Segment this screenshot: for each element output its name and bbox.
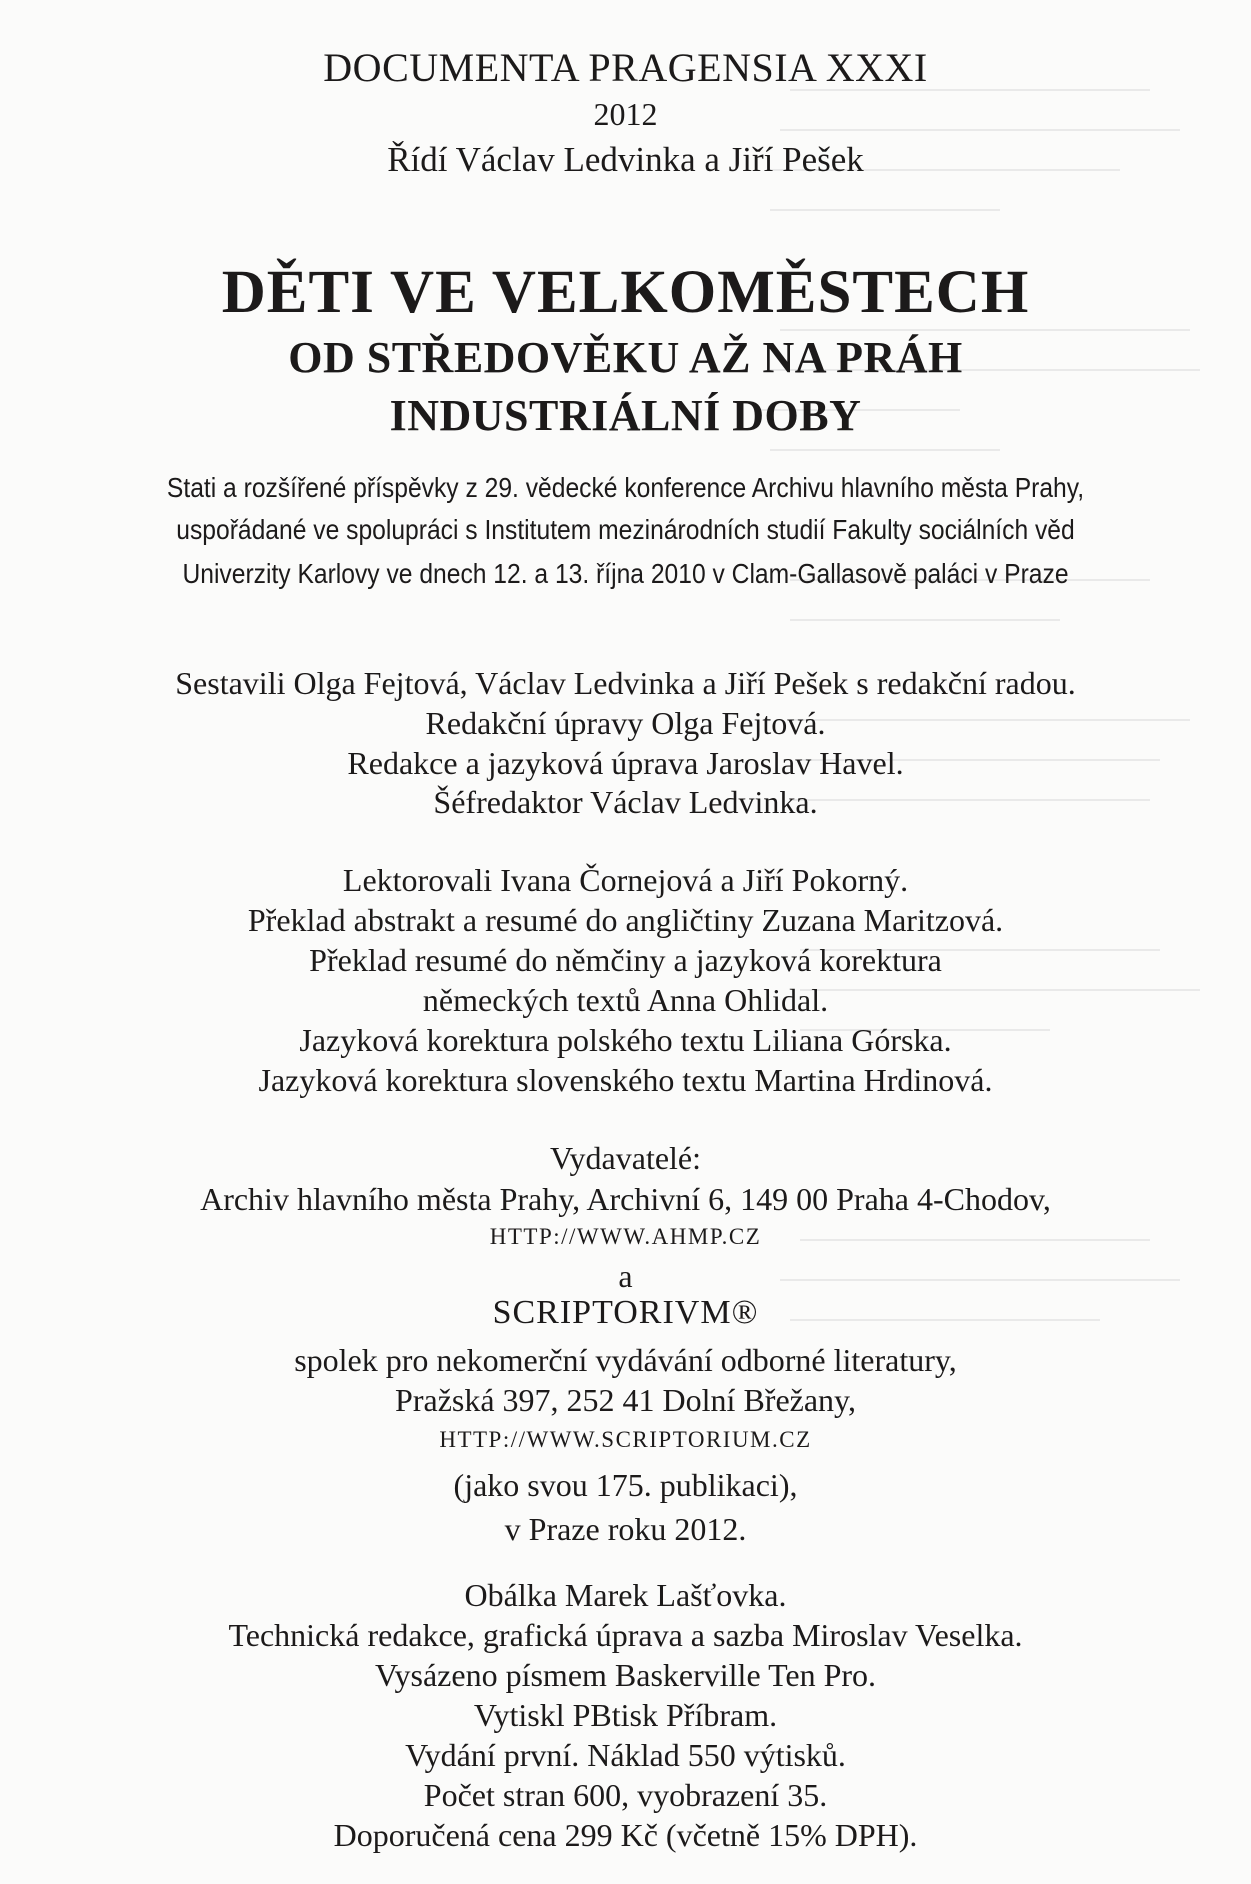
credit-polish-proofreading: Jazyková korektura polského textu Liliana Górska. xyxy=(299,1022,952,1058)
credit-cover: Obálka Marek Lašťovka. xyxy=(464,1577,787,1613)
credit-english-translation: Překlad abstrakt a resumé do angličtiny Zuzana Maritzová. xyxy=(247,902,1004,938)
subtitle-line-3: Univerzity Karlovy ve dnech 12. a 13. října 2010 v Clam-Gallasově paláci v Praze xyxy=(182,558,1069,589)
publisher-scriptorium-url: HTTP://WWW.SCRIPTORIUM.CZ xyxy=(439,1427,812,1452)
publisher-archive-url: HTTP://WWW.AHMP.CZ xyxy=(489,1224,762,1249)
publication-year: 2012 xyxy=(593,96,658,132)
publisher-archive-address: Archiv hlavního města Prahy, Archivní 6, 149 00 Praha 4-Chodov, xyxy=(200,1181,1051,1217)
credit-german-translation: Překlad resumé do němčiny a jazyková korektura xyxy=(309,942,942,978)
subtitle-line-2: uspořádané ve spolupráci s Institutem mezinárodních studií Fakulty sociálních věd xyxy=(176,514,1075,545)
page-count: Počet stran 600, vyobrazení 35. xyxy=(423,1777,828,1813)
credit-reviewers: Lektorovali Ivana Čornejová a Jiří Pokorný. xyxy=(342,862,909,898)
publication-number: (jako svou 175. publikaci), xyxy=(453,1467,798,1503)
credit-chief-editor: Šéfredaktor Václav Ledvinka. xyxy=(433,784,818,820)
book-title-line-3: INDUSTRIÁLNÍ DOBY xyxy=(389,391,862,440)
series-editors: Řídí Václav Ledvinka a Jiří Pešek xyxy=(387,140,864,179)
credit-printer: Vytiskl PBtisk Příbram. xyxy=(473,1697,778,1733)
credit-compilers: Sestavili Olga Fejtová, Václav Ledvinka a Jiří Pešek s redakční radou. xyxy=(175,665,1076,701)
credit-editorial: Redakční úpravy Olga Fejtová. xyxy=(425,705,826,741)
credit-slovak-proofreading: Jazyková korektura slovenského textu Martina Hrdinová. xyxy=(258,1062,993,1098)
series-title: DOCUMENTA PRAGENSIA XXXI xyxy=(323,45,928,90)
book-title-line-2: OD STŘEDOVĚKU AŽ NA PRÁH xyxy=(288,333,963,382)
publisher-scriptorium-address: Pražská 397, 252 41 Dolní Břežany, xyxy=(395,1382,856,1418)
subtitle-line-1: Stati a rozšířené příspěvky z 29. vědecké konference Archivu hlavního města Prahy, xyxy=(166,472,1085,503)
recommended-price: Doporučená cena 299 Kč (včetně 15% DPH). xyxy=(333,1817,918,1853)
credit-german-translation-cont: německých textů Anna Ohlidal. xyxy=(422,982,829,1018)
scriptorium-logo: SCRIPTORIVM® xyxy=(492,1294,759,1331)
book-title-line-1: DĚTI VE VELKOMĚSTECH xyxy=(221,259,1030,326)
credit-language-editing: Redakce a jazyková úprava Jaroslav Havel. xyxy=(347,745,904,781)
credit-typeface: Vysázeno písmem Baskerville Ten Pro. xyxy=(374,1657,877,1693)
edition-info: Vydání první. Náklad 550 výtisků. xyxy=(405,1737,846,1773)
publishers-conjunction: a xyxy=(618,1258,633,1294)
credit-typesetting: Technická redakce, grafická úprava a sazba Miroslav Veselka. xyxy=(228,1617,1023,1653)
publication-place-year: v Praze roku 2012. xyxy=(504,1511,747,1547)
publishers-label: Vydavatelé: xyxy=(549,1140,702,1176)
publisher-scriptorium-desc: spolek pro nekomerční vydávání odborné literatury, xyxy=(294,1342,957,1378)
